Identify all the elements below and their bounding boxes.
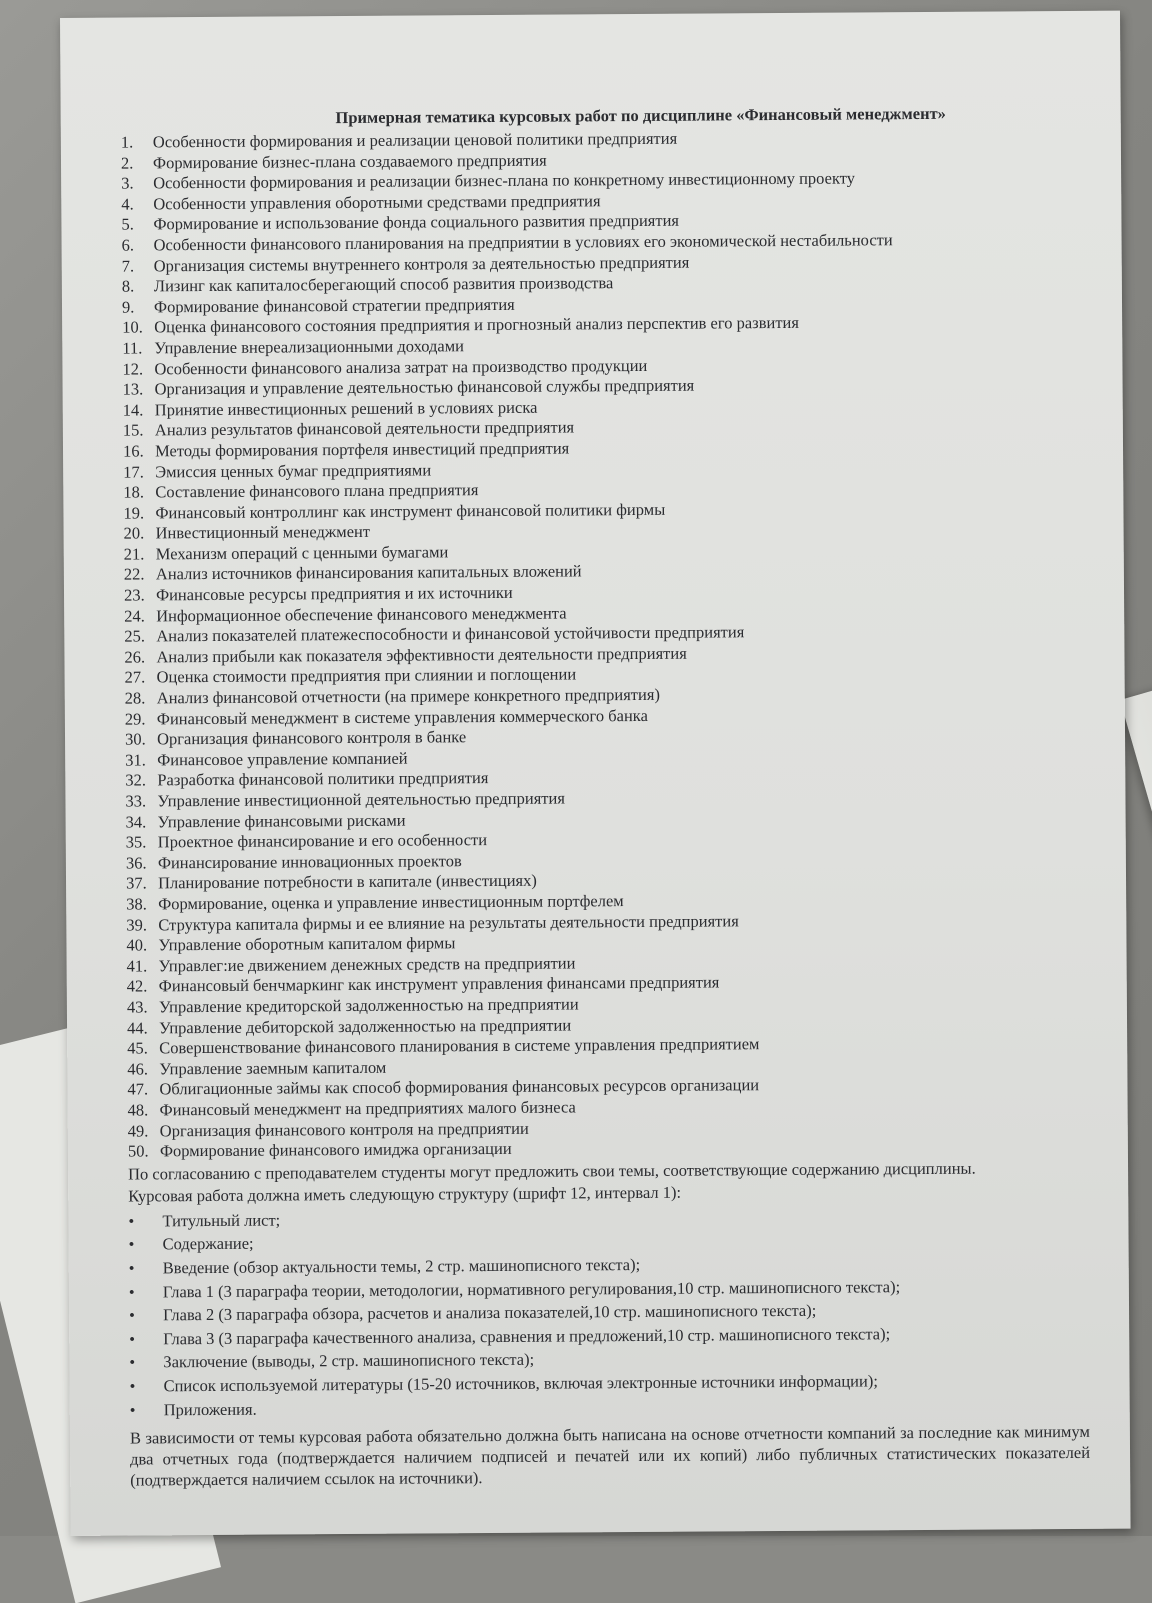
topic-number: 43. [126,997,148,1017]
topic-number: 1. [120,132,134,152]
topic-number: 7. [121,256,135,276]
topic-number: 4. [121,194,134,214]
topic-number: 21. [123,544,145,564]
topic-number: 50. [127,1141,149,1161]
topic-number: 32. [125,770,147,790]
final-paragraph: В зависимости от темы курсовая работа обязательно должна быть написана на основе отчетности компаний за последние как минимум два отчетных года (подтверждается наличием подписей и печатей или их копий) либо публичных статистических показателей (подтверждается наличием ссылок на источники). [129,1422,1091,1490]
bullet-icon: • [129,1329,136,1349]
topic-text: Планирование потребности в капитале (инвестициях) [157,871,537,893]
topic-number: 40. [126,935,148,955]
topic-text: Особенности финансового анализа затрат на производство продукции [154,355,648,378]
topic-text: Совершенствование финансового планирования в системе управления предприятием [159,1034,760,1058]
topic-text: Анализ источников финансирования капитальных вложений [155,561,582,584]
topic-text: Управление дебиторской задолженностью на предприятии [158,1014,572,1037]
topic-text: Формирование финансовой стратегии предприятия [153,294,515,317]
own-topics-note: По согласованию с преподавателем студенты могут предложить свои темы, соответствующие содержанию дисциплины. [128,1158,976,1184]
bullet-icon: • [129,1352,136,1372]
topic-number: 36. [125,853,147,873]
structure-item-text: Список используемой литературы (15-20 источников, включая электронные источники информации); [163,1371,878,1396]
topic-number: 8. [121,276,135,296]
topic-text: Структура капитала фирмы и ее влияние на результаты деятельности предприятия [158,910,739,934]
topic-number: 5. [121,214,134,234]
topic-number: 49. [127,1120,149,1141]
topic-text: Управление внереализационными доходами [154,336,465,358]
bullet-icon: • [129,1400,136,1420]
document-content [121,103,1111,1491]
topic-number: 9. [121,297,135,317]
topic-number: 41. [126,956,148,976]
topic-text: Особенности управления оборотными средствами предприятия [153,191,601,214]
topic-text: Управление заемным капиталом [159,1057,387,1079]
topic-number: 38. [126,894,147,914]
structure-item-text: Приложения. [163,1399,257,1419]
structure-item-text: Титульный лист; [162,1210,281,1231]
topic-number: 27. [124,667,146,688]
structure-item-text: Введение (обзор актуальности темы, 2 стр. машинописного текста); [162,1255,641,1278]
topic-text: Принятие инвестиционных решений в условиях риска [154,397,538,420]
topic-number: 20. [123,523,145,543]
topic-text: Лизинг как капиталосберегающий способ развития производства [153,273,614,296]
structure-list [128,1203,1109,1422]
topic-text: Составление финансового плана предприятия [155,480,479,502]
bullet-icon: • [128,1282,135,1302]
topic-text: Организация и управление деятельностью финансовой службы предприятия [154,375,695,399]
topic-text: Анализ финансовой отчетности (на примере конкретного предприятия) [156,684,660,708]
topic-text: Финансовые ресурсы предприятия и их источники [155,582,513,605]
bullet-icon: • [128,1211,135,1231]
topic-number: 12. [122,358,144,379]
topic-number: 14. [122,400,144,420]
topic-number: 42. [126,976,148,996]
topic-number: 39. [126,914,148,935]
topic-text: Анализ прибыли как показателя эффективности деятельности предприятия [156,643,687,667]
topic-number: 10. [122,317,143,337]
topic-text: Управлег:ие движением денежных средств на предприятии [158,953,576,976]
topic-text: Формирование и использование фонда социального развития предприятия [153,211,680,234]
structure-item-text: Глава 2 (3 параграфа обзора, расчетов и анализа показателей,10 стр. машинописного текста); [162,1301,817,1325]
topic-text: Организация системы внутреннего контроля за деятельностью предприятия [153,252,690,275]
topic-number: 30. [124,729,146,749]
topic-text: Организация финансового контроля в банке [156,727,467,749]
bullet-icon: • [129,1376,136,1396]
topic-text: Облигационные займы как способ формирования финансовых ресурсов организации [159,1075,760,1099]
topic-text: Разработка финансовой политики предприятия [157,768,489,790]
topic-number: 34. [125,812,147,832]
structure-item-text: Заключение (выводы, 2 стр. машинописного текста); [163,1350,535,1372]
topic-number: 11. [122,338,143,358]
topic-text: Финансирование инновационных проектов [157,850,462,873]
topic-number: 28. [124,688,146,708]
topic-text: Анализ результатов финансовой деятельности предприятия [154,417,575,440]
topic-text: Формирование, оценка и управление инвестиционным портфелем [158,891,624,914]
topic-text: Эмиссия ценных бумаг предприятиями [155,459,432,481]
topic-number: 16. [122,441,144,461]
topic-text: Финансовое управление компанией [157,748,408,770]
topic-text: Финансовый менеджмент в системе управления коммерческого банка [156,705,648,728]
topic-text: Проектное финансирование и его особенности [157,830,488,852]
topic-text: Особенности формирования и реализации бизнес-плана по конкретному инвестиционному проекту [153,168,856,193]
topic-number: 23. [123,585,145,605]
topic-number: 29. [124,709,146,729]
topic-text: Информационное обеспечение финансового менеджмента [156,603,567,625]
topic-number: 31. [125,750,146,770]
structure-item-text: Содержание; [162,1234,254,1254]
topic-text: Управление инвестиционной деятельностью предприятия [157,788,565,811]
topic-text: Механизм операций с ценными бумагами [155,542,449,564]
topic-number: 47. [127,1079,149,1099]
topic-text: Финансовый менеджмент на предприятиях малого бизнеса [159,1097,576,1120]
topic-text: Управление кредиторской задолженностью на предприятии [158,994,579,1017]
bullet-icon: • [128,1305,135,1325]
topic-number: 26. [124,647,146,667]
topic-number: 25. [124,626,146,646]
topic-text: Финансовый бенчмаркинг как инструмент управления финансами предприятия [158,972,720,996]
bullet-icon: • [128,1234,135,1255]
topic-text: Формирование бизнес-плана создаваемого предприятия [152,150,547,172]
topic-text: Финансовый контроллинг как инструмент финансовой политики фирмы [155,499,666,523]
topic-number: 46. [127,1059,149,1079]
topic-number: 19. [123,503,145,523]
bullet-icon: • [128,1258,135,1278]
topic-number: 18. [123,482,145,502]
topic-text: Особенности финансового планирования на предприятии в условиях его экономической нестабильности [153,230,893,255]
topic-text: Оценка стоимости предприятия при слиянии и поглощении [156,664,577,687]
document-sheet [60,11,1131,1536]
topic-text: Анализ показателей платежеспособности и финансовой устойчивости предприятия [156,622,745,646]
structure-item-text: Глава 3 (3 параграфа качественного анализа, сравнения и предложений,10 стр. машинописного текста); [163,1324,891,1349]
topic-number: 48. [127,1100,149,1120]
topic-number: 35. [125,832,147,852]
topic-number: 33. [125,791,147,811]
topic-number: 2. [120,153,134,173]
topic-number: 15. [122,420,144,440]
topic-text: Формирование финансового имиджа организации [159,1138,512,1161]
topic-text: Оценка финансового состояния предприятия и прогнозный анализ перспектив его развития [154,313,799,337]
topic-number: 44. [126,1017,148,1038]
document-title: Примерная тематика курсовых работ по дисциплине «Финансовый менеджмент» [335,103,946,128]
topic-text: Инвестиционный менеджмент [155,522,371,543]
structure-intro: Курсовая работа должна иметь следующую структуру (шрифт 12, интервал 1): [128,1182,682,1206]
topic-text: Управление оборотным капиталом фирмы [158,933,456,955]
structure-item-text: Глава 1 (3 параграфа теории, методологии, нормативного регулирования,10 стр. машинописного текста); [162,1276,901,1301]
topic-text: Организация финансового контроля на предприятии [159,1118,529,1140]
topic-text: Особенности формирования и реализации ценовой политики предприятия [152,128,678,152]
topic-number: 22. [123,564,145,585]
topic-number: 6. [121,235,135,255]
topic-text: Методы формирования портфеля инвестиций предприятия [154,438,570,461]
topic-number: 37. [125,873,147,893]
topic-number: 45. [127,1038,148,1058]
topics-list [121,126,1108,1163]
topic-text: Управление финансовыми рисками [157,810,406,831]
topic-number: 17. [123,461,144,482]
topic-number: 3. [121,173,134,193]
topic-number: 13. [122,379,144,399]
topic-number: 24. [124,606,145,626]
